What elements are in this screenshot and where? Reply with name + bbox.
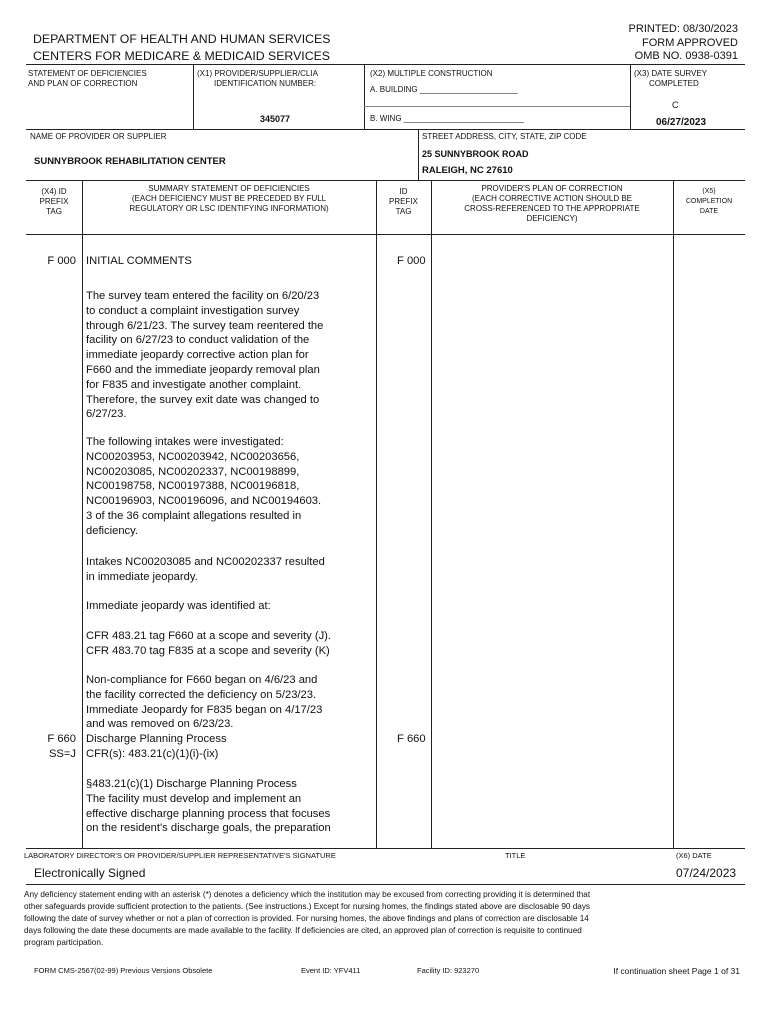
x2-label: (X2) MULTIPLE CONSTRUCTION (370, 69, 493, 78)
city-state-zip: RALEIGH, NC 27610 (422, 165, 513, 176)
x1-label-2: IDENTIFICATION NUMBER: (214, 79, 317, 88)
divider-x2 (364, 64, 365, 129)
f660-title: Discharge Planning Process (86, 733, 227, 745)
paragraph-survey-dates: The survey team entered the facility on 6/20/23 to conduct a complaint investigation survey through 6/21/23. The survey team reentered the facility on 6/27/23 to conduct validation of the immediate jeopardy corrective action plan for F660 and the immediate jeopardy removal plan for F835 and investigate another complaint. Therefore, the survey exit date was changed to 6/27/23. (86, 290, 324, 421)
x3-code: C (672, 100, 679, 110)
rule-columns-bottom (26, 234, 745, 235)
x1-provider-number: 345077 (260, 114, 291, 124)
x2-building: A. BUILDING ______________________ (370, 85, 518, 94)
x3-label-2: COMPLETED (649, 79, 699, 88)
f660-cfr: CFR(s): 483.21(c)(1)(i)-(ix) (86, 748, 219, 760)
agency-line-2: CENTERS FOR MEDICARE & MEDICAID SERVICES (33, 49, 330, 63)
paragraph-cfr-tags: CFR 483.21 tag F660 at a scope and severity (J). CFR 483.70 tag F835 at a scope and severity (K) (86, 630, 332, 657)
x3-survey-date: 06/27/2023 (656, 117, 707, 128)
wing-separator (364, 106, 630, 107)
rule-provider-bottom (26, 180, 745, 181)
footer-event-id: Event ID: YFV411 (301, 966, 361, 975)
tag-scope-severity: SS=J (48, 748, 76, 760)
address-label: STREET ADDRESS, CITY, STATE, ZIP CODE (422, 132, 587, 141)
rule-id-bottom (26, 129, 745, 130)
x5-header (673, 187, 745, 217)
provider-name-label: NAME OF PROVIDER OR SUPPLIER (30, 132, 167, 141)
printed-date: PRINTED: 08/30/2023 (628, 23, 738, 35)
plan-header-line-1: PROVIDER'S PLAN OF CORRECTION (481, 184, 623, 193)
rule-signature-top (26, 848, 745, 849)
tag-f660-right: F 660 (397, 733, 426, 745)
x2-wing: B. WING ___________________________ (370, 114, 524, 123)
footer-page-number: If continuation sheet Page 1 of 31 (613, 966, 740, 976)
plan-header-line-3: CROSS-REFERENCED TO THE APPROPRIATE (464, 204, 640, 213)
plan-header-line-4: DEFICIENCY) (526, 214, 578, 223)
x4-header (26, 187, 82, 217)
provider-name: SUNNYBROOK REHABILITATION CENTER (34, 156, 226, 167)
id-header-line-2: PREFIX (389, 197, 418, 206)
x4-header-line-3: TAG (46, 207, 62, 216)
director-signature-label: LABORATORY DIRECTOR'S OR PROVIDER/SUPPLIER REPRESENTATIVE'S SIGNATURE (24, 851, 336, 860)
disclaimer-text: Any deficiency statement ending with an asterisk (*) denotes a deficiency which the institution may be excused from correcting providing it is determined that other safeguards provide sufficient protection to the patients. (See instructions.) Except for nursing homes, the findings stated above are disclosable 90 days following the date of survey whether or not a plan of correction is provided. For nursing homes, the above findings and plans of correction are disclosable 14 days following the date these documents are made available to the facility. If deficiencies are cited, an approved plan of correction is requisite to continued program participation. (24, 890, 591, 947)
plan-header-line-2: (EACH CORRECTIVE ACTION SHOULD BE (471, 194, 633, 203)
signature-date: 07/24/2023 (676, 866, 737, 880)
id-prefix-header (376, 187, 431, 217)
paragraph-discharge-planning: §483.21(c)(1) Discharge Planning Process The facility must develop and implement an effective discharge planning process that focuses on the resident's discharge goals, the preparation (86, 778, 331, 835)
paragraph-ij-identified: Immediate jeopardy was identified at: (86, 600, 271, 612)
col-divider-1 (82, 180, 83, 848)
form-approved: FORM APPROVED (642, 37, 738, 49)
id-header-line-3: TAG (395, 207, 412, 216)
agency-line-1: DEPARTMENT OF HEALTH AND HUMAN SERVICES (33, 32, 331, 46)
tag-f660-left: F 660 (47, 733, 76, 745)
divider-provider (418, 129, 419, 180)
x5-header-line-1: (X5) (702, 188, 716, 195)
x1-label-1: (X1) PROVIDER/SUPPLIER/CLIA (197, 69, 318, 78)
electronic-signature: Electronically Signed (34, 866, 146, 880)
col-divider-2 (376, 180, 377, 848)
summary-header-line-2: (EACH DEFICIENCY MUST BE PRECEDED BY FULL (131, 194, 327, 203)
summary-header-line-3: REGULATORY OR LSC IDENTIFYING INFORMATION) (129, 204, 329, 213)
x3-label-1: (X3) DATE SURVEY (634, 69, 708, 78)
summary-header (82, 184, 376, 214)
divider-x1 (193, 64, 194, 129)
footer-facility-id: Facility ID: 923270 (417, 966, 480, 975)
id-header-line-1: ID (399, 187, 408, 196)
rule-top (26, 64, 745, 65)
statement-label-1: STATEMENT OF DEFICIENCIES (28, 69, 147, 78)
x5-header-line-3: DATE (699, 208, 719, 215)
col-divider-4 (673, 180, 674, 848)
street-address: 25 SUNNYBROOK ROAD (422, 149, 529, 159)
col-divider-3 (431, 180, 432, 848)
tag-f000-left: F 000 (47, 255, 76, 267)
rule-signature-bottom (26, 884, 745, 885)
omb-number: OMB NO. 0938-0391 (634, 50, 738, 62)
initial-comments-heading: INITIAL COMMENTS (86, 255, 192, 267)
paragraph-immediate-jeopardy-intakes: Intakes NC00203085 and NC00202337 resulted in immediate jeopardy. (86, 556, 325, 583)
divider-x3 (630, 64, 631, 129)
tag-f000-right: F 000 (397, 255, 426, 267)
paragraph-noncompliance: Non-compliance for F660 began on 4/6/23 and the facility corrected the deficiency on 5/23/23. Immediate Jeopardy for F835 began on 4/17/23 and was removed on 6/23/23. (86, 674, 323, 731)
date-label: (X6) DATE (676, 851, 712, 860)
summary-header-line-1: SUMMARY STATEMENT OF DEFICIENCIES (148, 184, 310, 193)
statement-label-2: AND PLAN OF CORRECTION (28, 79, 138, 88)
x4-header-line-2: PREFIX (39, 197, 69, 206)
x4-header-line-1: (X4) ID (41, 187, 67, 196)
footer-form-number: FORM CMS-2567(02-99) Previous Versions Obsolete (34, 966, 213, 975)
paragraph-intakes: The following intakes were investigated: NC00203953, NC00203942, NC00203656, NC00203085, NC00202337, NC00198899, NC00198758, NC00197388, NC00196818, NC00196903, NC00196096, and NC00194603. 3 of the 36 complaint allegations resulted in deficiency. (86, 436, 322, 537)
plan-header (431, 184, 673, 224)
x5-header-line-2: COMPLETION (685, 198, 733, 205)
title-label: TITLE (505, 851, 526, 860)
